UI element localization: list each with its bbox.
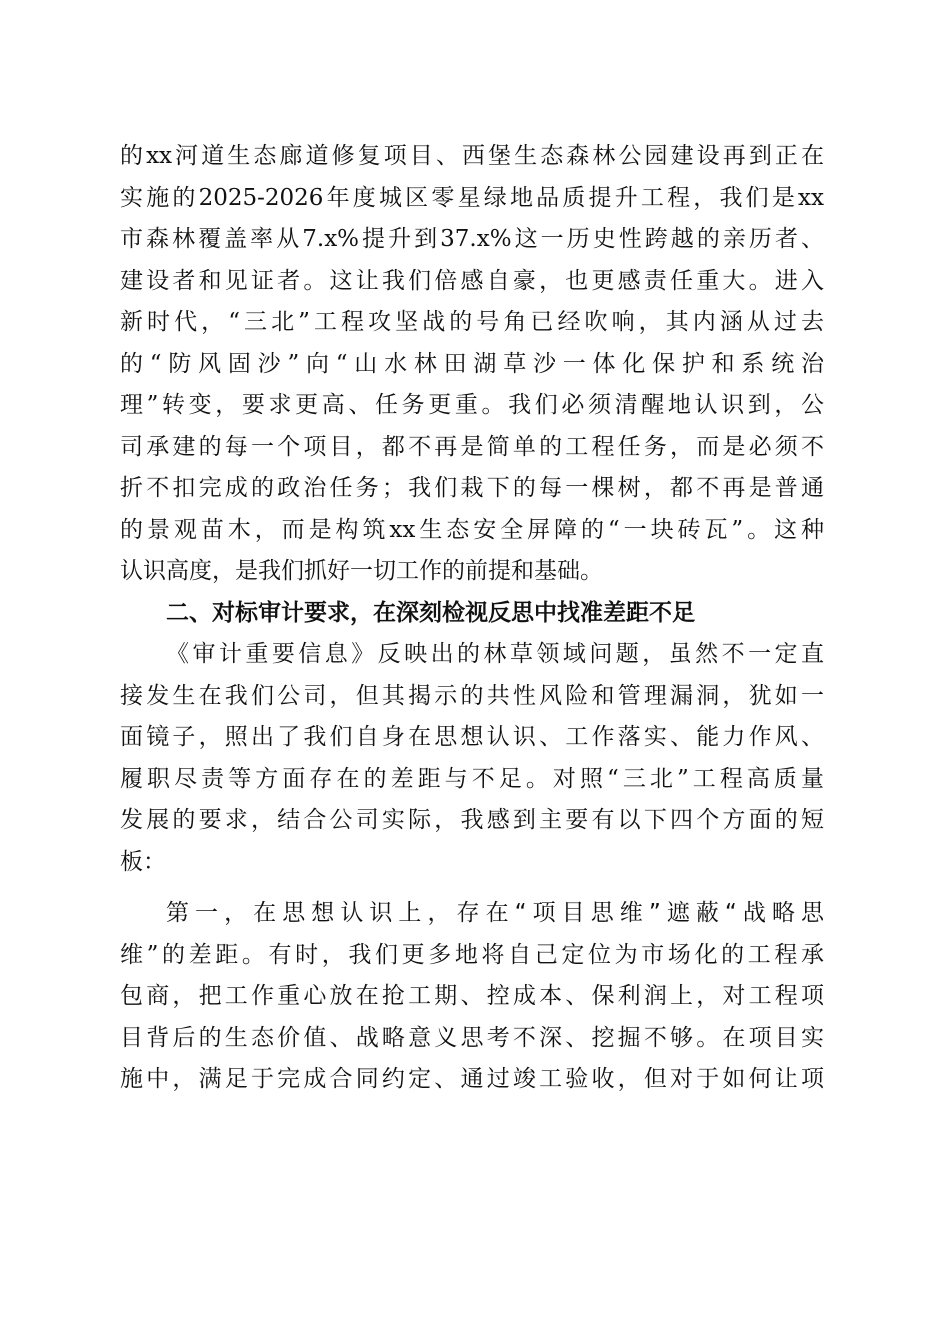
text-line: 施中，满足于完成合同约定、通过竣工验收，但对于如何让项: [120, 1066, 824, 1092]
text-line: 认识高度，是我们抓好一切工作的前提和基础。: [120, 558, 603, 584]
text-line: 包商，把工作重心放在抢工期、控成本、保利润上，对工程项: [120, 983, 824, 1009]
text-line: 《审计重要信息》反映出的林草领域问题，虽然不一定直: [166, 641, 824, 667]
text-line: 履职尽责等方面存在的差距与不足。对照“三北”工程高质量: [120, 765, 824, 792]
text-line: 的“防风固沙”向“山水林田湖草沙一体化保护和系统治: [120, 350, 824, 377]
paragraph-2: [120, 634, 824, 883]
text-line: 第一，在思想认识上，存在“项目思维”遮蔽“战略思: [166, 900, 824, 926]
text-line: 司承建的每一个项目，都不再是简单的工程任务，而是必须不: [120, 433, 824, 460]
text-line: 折不扣完成的政治任务；我们栽下的每一棵树，都不再是普通: [120, 475, 824, 501]
paragraph-1: [120, 136, 824, 593]
document-body: [120, 136, 824, 1101]
text-line: 的景观苗木，而是构筑xx生态安全屏障的“一块砖瓦”。这种: [120, 516, 824, 543]
section-heading: 二、对标审计要求，在深刻检视反思中找准差距不足: [166, 599, 695, 626]
text-line: 接发生在我们公司，但其揭示的共性风险和管理漏洞，犹如一: [120, 682, 824, 709]
text-line: 维”的差距。有时，我们更多地将自己定位为市场化的工程承: [120, 941, 824, 968]
text-line: 实施的2025-2026年度城区零星绿地品质提升工程，我们是xx: [120, 184, 824, 211]
text-line: 新时代，“三北”工程攻坚战的号角已经吹响，其内涵从过去: [120, 309, 824, 335]
text-line: 板：: [120, 848, 166, 875]
text-line: 发展的要求，结合公司实际，我感到主要有以下四个方面的短: [120, 807, 824, 833]
text-line: 目背后的生态价值、战略意义思考不深、挖掘不够。在项目实: [120, 1024, 824, 1051]
text-line: 建设者和见证者。这让我们倍感自豪，也更感责任重大。进入: [120, 267, 824, 294]
text-line: 的xx河道生态廊道修复项目、西堡生态森林公园建设再到正在: [120, 143, 824, 169]
text-line: 市森林覆盖率从7.x%提升到37.x%这一历史性跨越的亲历者、: [120, 226, 824, 252]
text-line: 理”转变，要求更高、任务更重。我们必须清醒地认识到，公: [120, 392, 824, 418]
text-line: 面镜子，照出了我们自身在思想认识、工作落实、能力作风、: [120, 724, 824, 750]
paragraph-gap: [120, 883, 824, 893]
paragraph-3: [120, 893, 824, 1101]
